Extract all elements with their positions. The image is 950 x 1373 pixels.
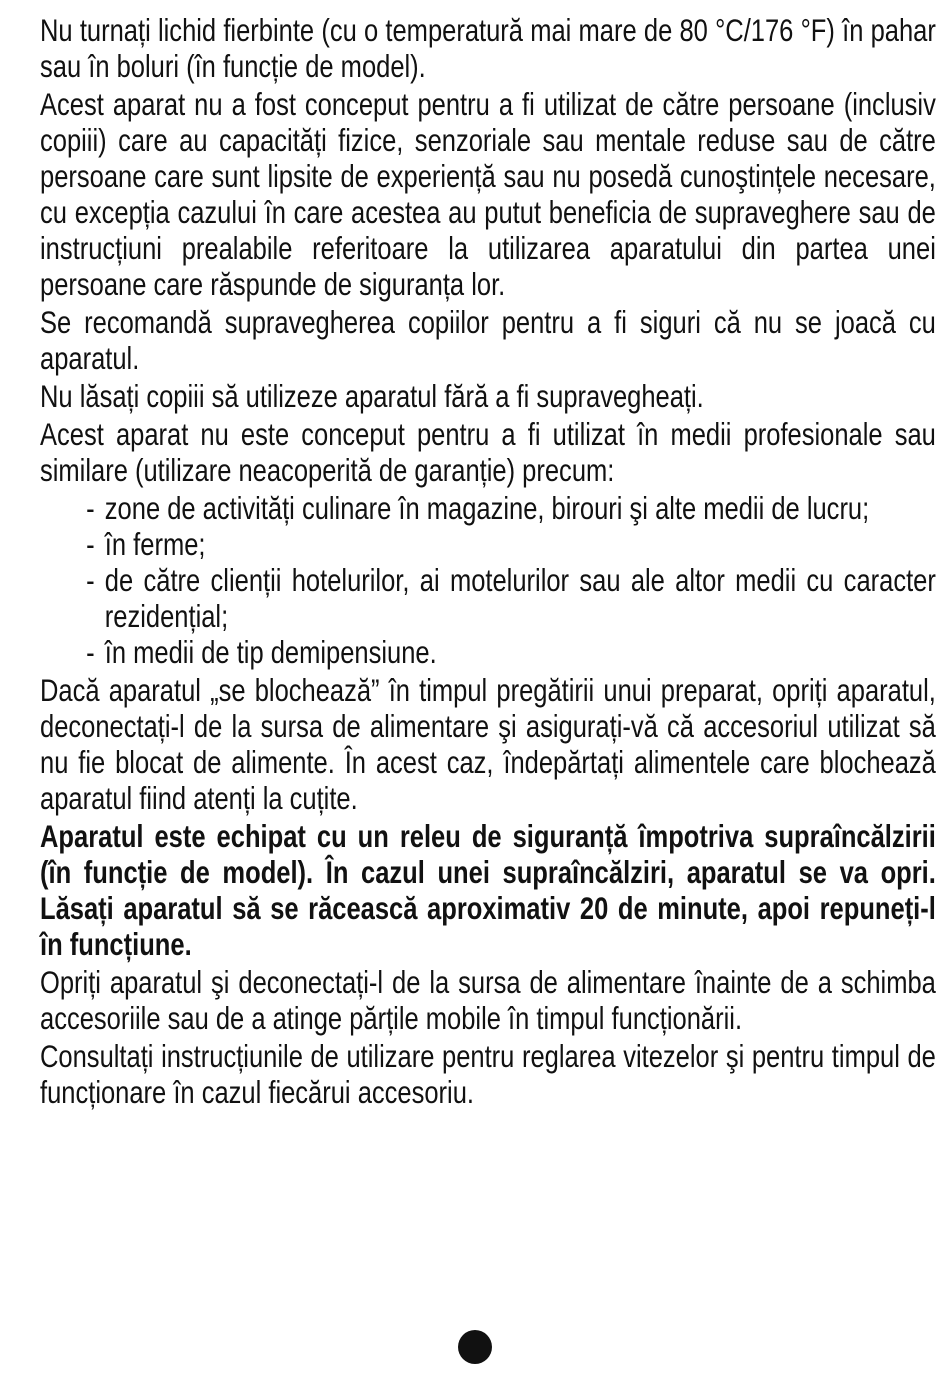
list-item-text: de către clienții hotelurilor, ai motelurilor sau ale altor medii cu caracter rezidențial;	[104, 562, 936, 634]
page-marker-dot	[458, 1330, 492, 1364]
paragraph-reduced-capacity: Acest aparat nu a fost conceput pentru a fi utilizat de către persoane (inclusiv copiii) care au capacități fizice, senzoriale sau mentale reduse sau de către persoane care sunt lipsite de experiență sau nu posedă cunoştințele necesare, cu excepția cazului în care acestea au putut beneficia de supraveghere sau de instrucțiuni prealabile referitoare la utilizarea aparatului din partea unei persoane care răspunde de siguranța lor.	[40, 86, 936, 302]
paragraph-blocked-appliance: Dacă aparatul „se blochează” în timpul pregătirii unui preparat, opriți aparatul, deconectați-l de la sursa de alimentare şi asigurați-vă că accesoriul utilizat să nu fie blocat de alimente. În acest caz, îndepărtați alimentele care blochează aparatul fiind atenți la cuțite.	[40, 672, 936, 816]
list-item	[40, 634, 936, 670]
paragraph-not-professional: Acest aparat nu este conceput pentru a fi utilizat în medii profesionale sau similare (utilizare neacoperită de garanție) precum:	[40, 416, 936, 488]
paragraph-overheat-relay: Aparatul este echipat cu un releu de siguranță împotriva supraîncălzirii (în funcție de model). În cazul unei supraîncălziri, aparatul se va opri. Lăsați aparatul să se răcească aproximativ 20 de minute, apoi repuneți-l în funcțiune.	[40, 818, 936, 962]
list-item	[40, 526, 936, 562]
paragraph-no-unsupervised-use: Nu lăsați copiii să utilizeze aparatul fără a fi supravegheați.	[40, 378, 704, 414]
paragraph-supervise-children: Se recomandă supravegherea copiilor pentru a fi siguri că nu se joacă cu aparatul.	[40, 304, 936, 376]
list-item	[40, 562, 936, 634]
list-item-text: zone de activități culinare în magazine, birouri şi alte medii de lucru;	[104, 490, 870, 526]
environment-list	[40, 490, 936, 670]
paragraph-hot-liquid: Nu turnați lichid fierbinte (cu o temperatură mai mare de 80 °C/176 °F) în pahar sau în boluri (în funcție de model).	[40, 12, 936, 84]
list-item	[40, 490, 936, 526]
list-dash: -	[86, 526, 95, 562]
paragraph-disconnect-before-change: Opriți aparatul şi deconectați-l de la sursa de alimentare înainte de a schimba accesoriile sau de a atinge părțile mobile în timpul funcționării.	[40, 964, 936, 1036]
list-dash: -	[86, 562, 95, 598]
list-dash: -	[86, 490, 95, 526]
document-page	[40, 12, 936, 1112]
list-item-text: în ferme;	[104, 526, 206, 562]
list-item-text: în medii de tip demipensiune.	[104, 634, 437, 670]
paragraph-consult-instructions: Consultați instrucțiunile de utilizare pentru reglarea vitezelor şi pentru timpul de funcționare în cazul fiecărui accesoriu.	[40, 1038, 936, 1110]
list-dash: -	[86, 634, 95, 670]
